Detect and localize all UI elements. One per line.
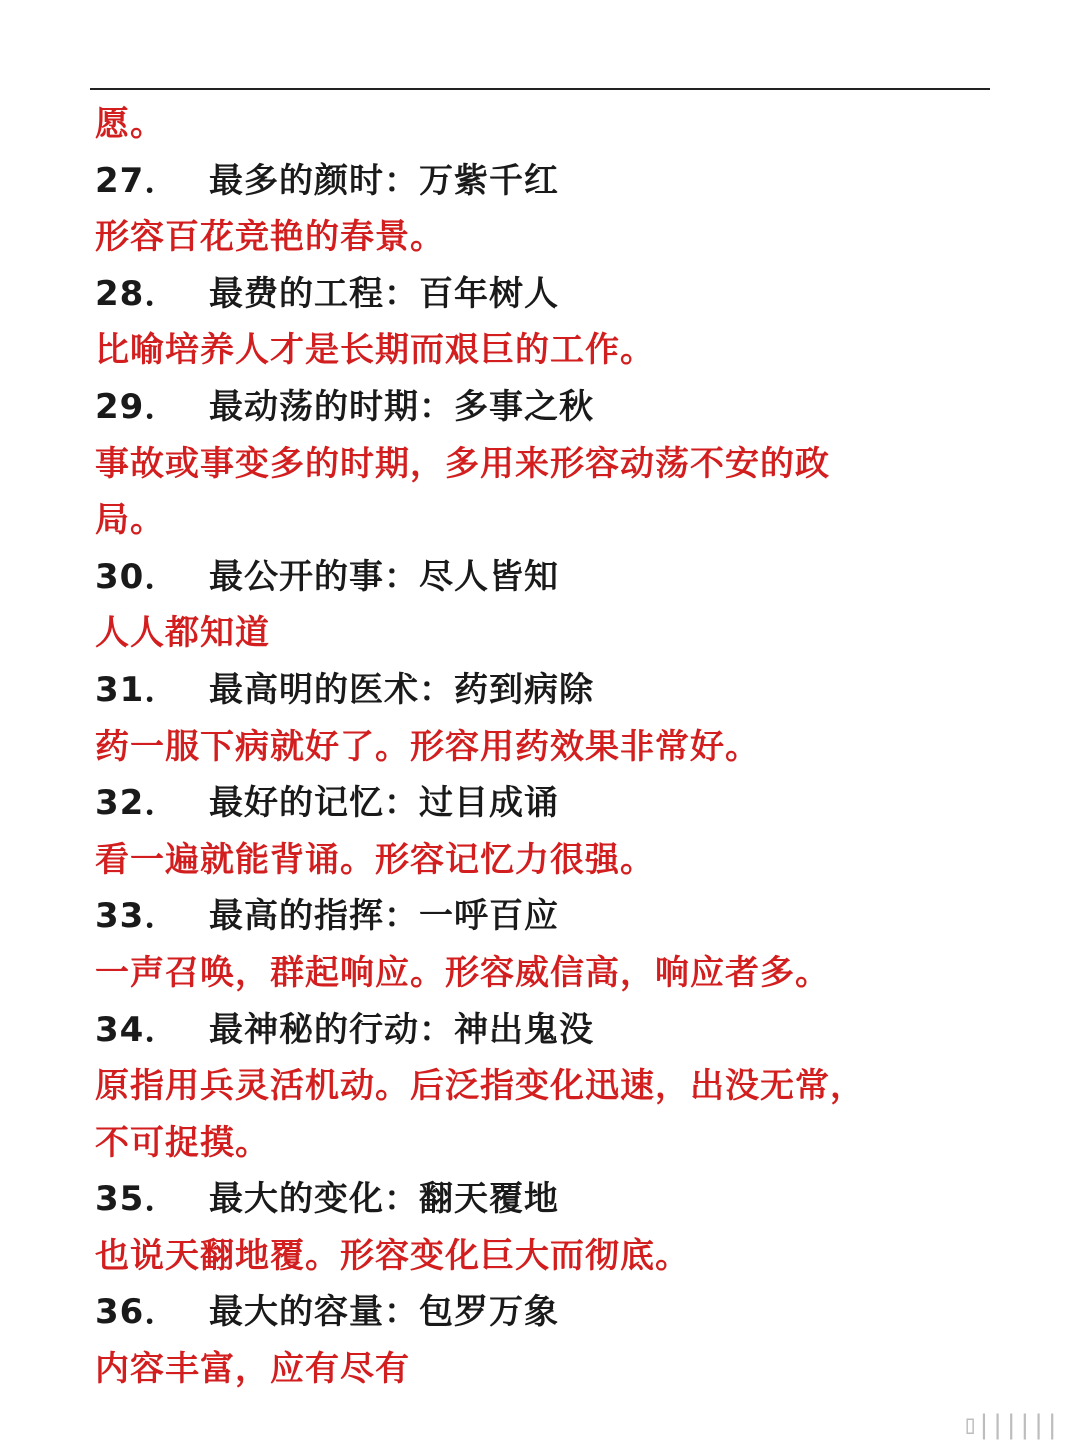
entry-title-line xyxy=(95,379,995,436)
entry-title-line xyxy=(95,888,995,945)
entry-title-line xyxy=(95,1002,995,1059)
entry-number: 36． xyxy=(95,1292,180,1333)
entry-number: 27． xyxy=(95,160,180,201)
entry-title: 最高明的医术：药到病除 xyxy=(209,669,594,710)
entry-number: 34． xyxy=(95,1009,180,1050)
entry-number: 35． xyxy=(95,1179,180,1220)
top-divider xyxy=(90,88,990,90)
entry-title-line xyxy=(95,775,995,832)
entry-number: 31． xyxy=(95,669,180,710)
entry-description: 事故或事变多的时期，多用来形容动荡不安的政 xyxy=(95,443,830,484)
entry-title: 最动荡的时期：多事之秋 xyxy=(209,386,594,427)
entry-title: 最费的工程：百年树人 xyxy=(209,273,559,314)
entry-title: 最高的指挥：一呼百应 xyxy=(209,896,559,937)
watermark-icon: ▯|||||| xyxy=(962,1410,1058,1440)
entry-description: 内容丰富，应有尽有 xyxy=(95,1349,410,1390)
entry-title-line xyxy=(95,662,995,719)
entry-number: 28． xyxy=(95,273,180,314)
entry-title: 最多的颜时：万紫千红 xyxy=(209,160,559,201)
entry-number: 32． xyxy=(95,783,180,824)
entry-number: 29． xyxy=(95,386,180,427)
entry-description: 一声召唤，群起响应。形容威信高，响应者多。 xyxy=(95,952,830,993)
entry-title-line xyxy=(95,1171,995,1228)
idiom-list xyxy=(95,96,995,1398)
entry-description: 原指用兵灵活机动。后泛指变化迅速，出没无常， xyxy=(95,1066,865,1107)
entry-title-line xyxy=(95,549,995,606)
entry-title: 最公开的事：尽人皆知 xyxy=(209,556,559,597)
entry-description: 比喻培养人才是长期而艰巨的工作。 xyxy=(95,330,655,371)
entry-description: 形容百花竞艳的春景。 xyxy=(95,217,445,258)
entry-number: 33． xyxy=(95,896,180,937)
entry-title: 最大的变化：翻天覆地 xyxy=(209,1179,559,1220)
entry-title: 最神秘的行动：神出鬼没 xyxy=(209,1009,594,1050)
entry-title-line xyxy=(95,266,995,323)
entry-description: 也说天翻地覆。形容变化巨大而彻底。 xyxy=(95,1235,690,1276)
entry-title: 最好的记忆：过目成诵 xyxy=(209,783,559,824)
entry-description: 不可捉摸。 xyxy=(95,1122,270,1163)
intro-tail-line: 愿。 xyxy=(95,104,165,144)
entry-title-line xyxy=(95,153,995,210)
entries-container xyxy=(95,153,995,1398)
entry-title-line xyxy=(95,1284,995,1341)
entry-description: 人人都知道 xyxy=(95,613,270,654)
entry-description: 看一遍就能背诵。形容记忆力很强。 xyxy=(95,839,655,880)
entry-description: 药一服下病就好了。形容用药效果非常好。 xyxy=(95,726,760,767)
entry-title: 最大的容量：包罗万象 xyxy=(209,1292,559,1333)
entry-description: 局。 xyxy=(95,500,165,541)
entry-number: 30． xyxy=(95,556,180,597)
